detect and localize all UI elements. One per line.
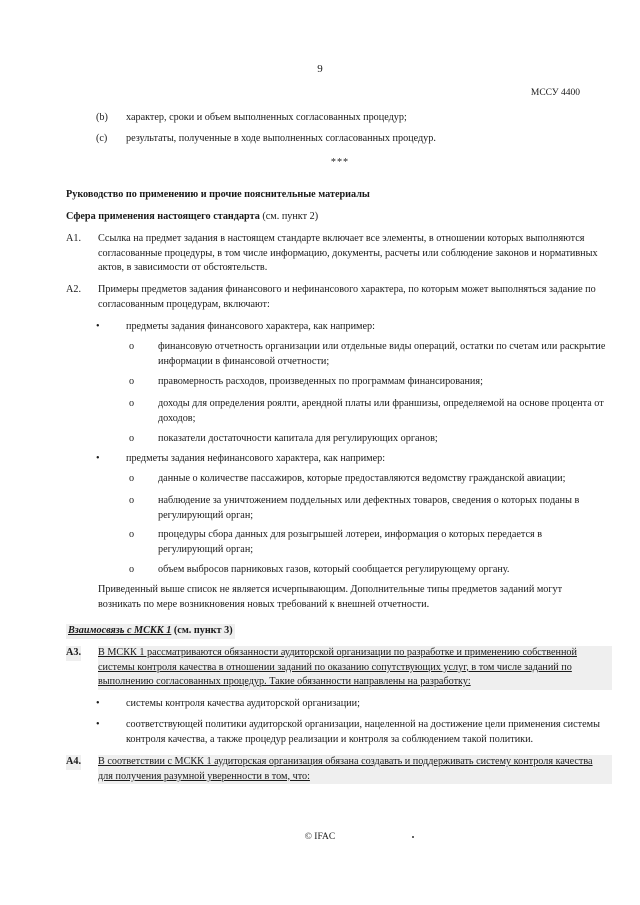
bullet-icon: •	[96, 719, 100, 730]
scope-ref: (см. пункт 2)	[259, 211, 319, 222]
financial-item	[158, 397, 612, 426]
a3-item-line: соответствующей политики аудиторской организации, нацеленной на достижение цели применения системы	[126, 719, 600, 730]
para-a4	[98, 755, 612, 784]
footer-copyright: © IFAC	[304, 832, 336, 842]
para-a1-line: актов, в зависимости от обстоятельств.	[98, 262, 268, 274]
para-a1-number: A1.	[66, 233, 81, 244]
circle-bullet-icon: o	[129, 529, 135, 540]
para-a3	[98, 646, 612, 690]
bullet-icon: •	[96, 453, 100, 464]
financial-item: показатели достаточности капитала для регулирующих органов;	[158, 433, 438, 444]
para-a3-line: В МСКК 1 рассматриваются обязанности аудиторской организации по разработке и применению собственной	[98, 647, 577, 658]
scan-speck	[412, 836, 414, 838]
para-a4-line: В соответствии с МСКК 1 аудиторская организация обязана создавать и поддерживать систему контроля качества	[98, 756, 593, 767]
circle-bullet-icon: o	[129, 341, 135, 352]
closing-paragraph	[98, 583, 612, 612]
financial-intro: предметы задания финансового характера, как например:	[126, 321, 375, 332]
a3-item	[126, 718, 612, 747]
circle-bullet-icon: o	[129, 495, 135, 506]
bullet-icon: •	[96, 321, 100, 332]
nonfinancial-item-line: регулирующий орган;	[158, 543, 254, 555]
separator-stars: ***	[330, 157, 350, 168]
nonfinancial-item: объем выбросов парниковых газов, который сообщается регулирующему органу.	[158, 564, 510, 575]
para-a1	[98, 232, 612, 276]
list-text-c: результаты, полученные в ходе выполненных согласованных процедур.	[126, 133, 436, 144]
page-number: 9	[317, 63, 323, 75]
para-a4-line: для получения разумной уверенности в том, что:	[98, 770, 310, 782]
para-a2-line: Примеры предметов задания финансового и нефинансового характера, по которым может выполняться задание по	[98, 284, 596, 295]
circle-bullet-icon: o	[129, 473, 135, 484]
closing-line: возникать по мере возникновения новых требований к внешней отчетности.	[98, 598, 430, 610]
scope-heading-line	[66, 210, 318, 225]
interaction-heading-line	[66, 624, 235, 639]
nonfinancial-item-line: процедуры сбора данных для розыгрышей лотереи, информация о которых передается в	[158, 529, 543, 540]
financial-item: правомерность расходов, произведенных по программам финансирования;	[158, 376, 483, 387]
interaction-heading: Взаимосвязь с МСКК 1	[68, 625, 172, 636]
circle-bullet-icon: o	[129, 564, 135, 575]
list-label-c: (c)	[96, 133, 108, 144]
scope-heading: Сфера применения настоящего стандарта	[66, 211, 260, 222]
nonfinancial-intro: предметы задания нефинансового характера, как например:	[126, 453, 386, 464]
standard-code: МССУ 4400	[530, 88, 580, 98]
bullet-icon: •	[96, 698, 100, 709]
para-a2-line: согласованным процедурам, включают:	[98, 298, 270, 310]
nonfinancial-item-line: наблюдение за уничтожением поддельных или дефектных товаров, сведения о которых поданы в	[158, 495, 580, 506]
para-a3-line: системы контроля качества в отношении заданий по оказанию сопутствующих услуг, в том числе заданий по	[98, 661, 572, 673]
para-a1-line: согласованные процедуры, в том числе информацию, документы, расчеты или соблюдение законов и нормативных	[98, 247, 598, 259]
list-label-b: (b)	[96, 112, 108, 123]
para-a3-number: A3.	[66, 646, 81, 661]
financial-item-line: доходов;	[158, 412, 196, 424]
a3-item: системы контроля качества аудиторской организации;	[126, 698, 360, 709]
circle-bullet-icon: o	[129, 376, 135, 387]
para-a3-line: выполнению согласованных процедур. Такие обязанности направлены на разработку:	[98, 676, 471, 688]
financial-item	[158, 340, 612, 369]
circle-bullet-icon: o	[129, 433, 135, 444]
para-a2	[98, 283, 612, 312]
circle-bullet-icon: o	[129, 398, 135, 409]
closing-line: Приведенный выше список не является исчерпывающим. Дополнительные типы предметов заданий могут	[98, 584, 563, 595]
section-heading: Руководство по применению и прочие пояснительные материалы	[66, 189, 370, 200]
nonfinancial-item-line: регулирующий орган;	[158, 509, 254, 521]
nonfinancial-item	[158, 528, 612, 557]
financial-item-line: финансовую отчетность организации или отдельные виды операций, остатки по счетам или раскрытие	[158, 341, 606, 352]
a3-item-line: контроля качества, а также процедур реализации и контроля за соблюдением такой политики.	[126, 733, 534, 745]
interaction-ref: (см. пункт 3)	[171, 625, 233, 636]
nonfinancial-item: данные о количестве пассажиров, которые предоставляются ведомству гражданской авиации;	[158, 473, 566, 484]
financial-item-line: информации в финансовой отчетности;	[158, 355, 330, 367]
para-a2-number: A2.	[66, 284, 81, 295]
para-a4-number: A4.	[66, 755, 81, 770]
nonfinancial-item	[158, 494, 612, 523]
para-a1-line: Ссылка на предмет задания в настоящем стандарте включает все элементы, в отношении которых выполняются	[98, 233, 585, 244]
financial-item-line: доходы для определения роялти, арендной платы или франшизы, определяемой на основе процента от	[158, 398, 604, 409]
list-text-b: характер, сроки и объем выполненных согласованных процедур;	[126, 112, 407, 123]
